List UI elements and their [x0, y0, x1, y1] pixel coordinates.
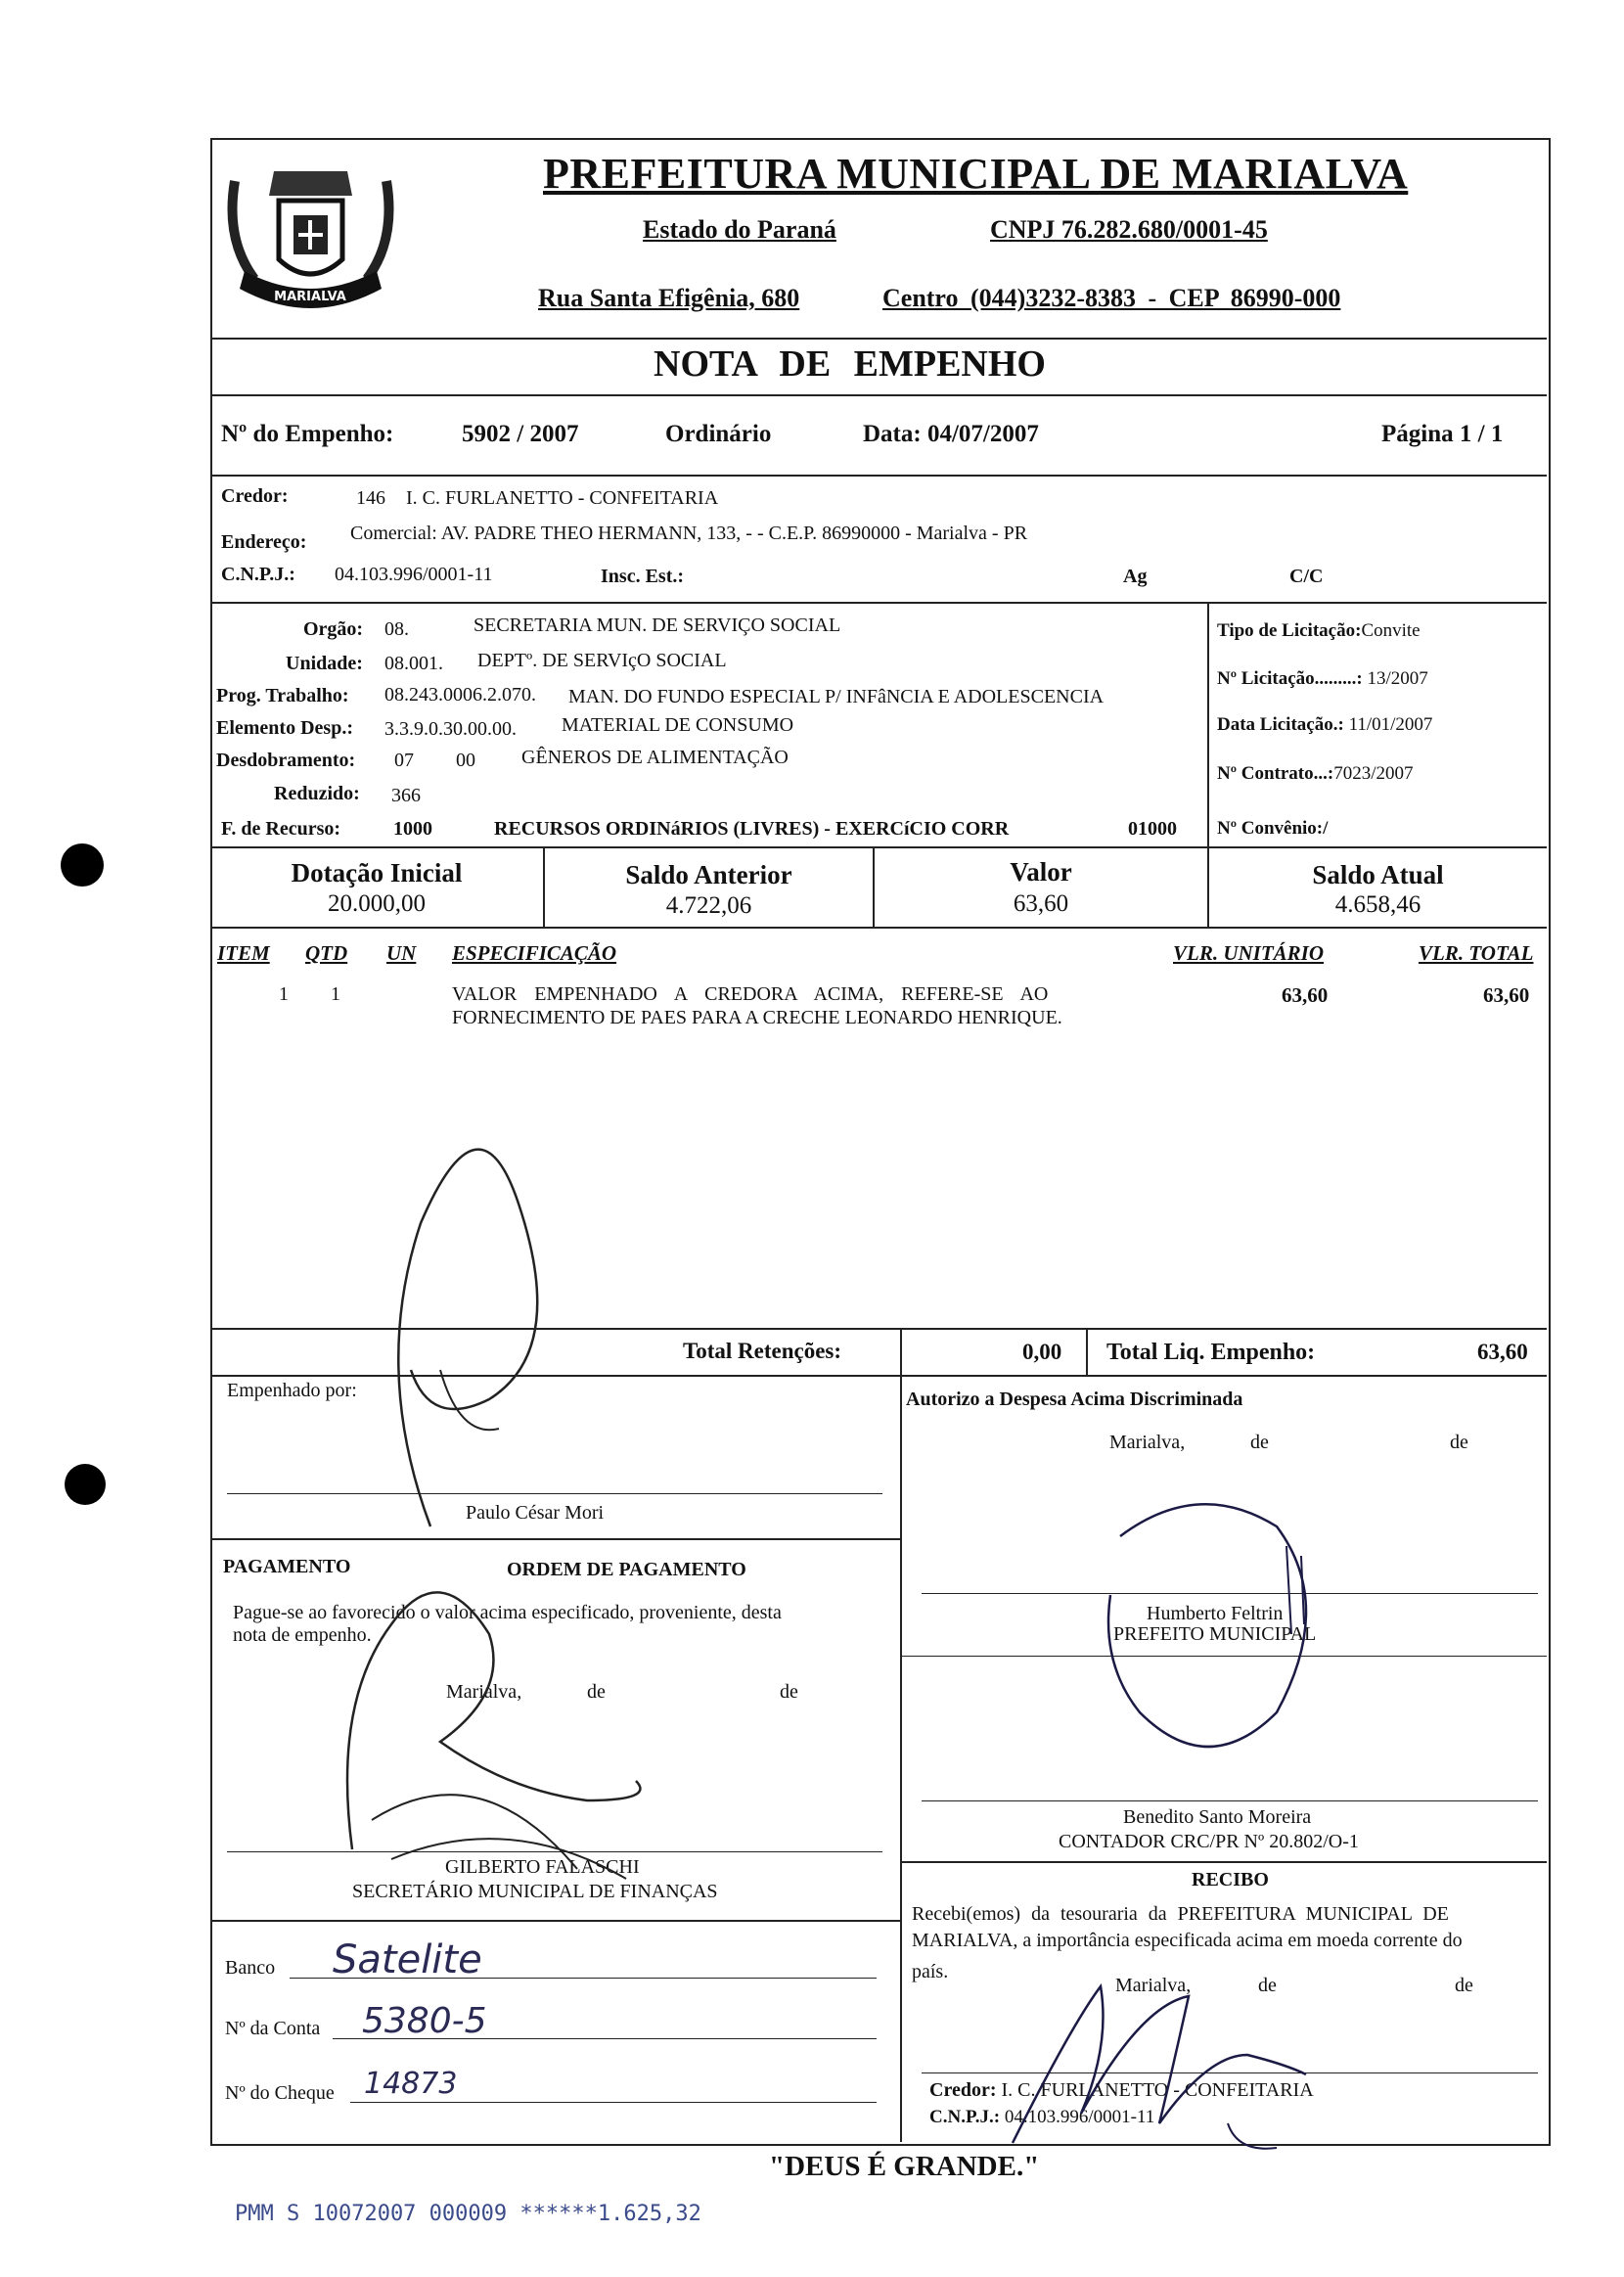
- punch-hole-top: [61, 843, 104, 887]
- empenhado-por-label: Empenhado por:: [227, 1380, 357, 1401]
- header-cnpj: CNPJ 76.282.680/0001-45: [990, 215, 1268, 244]
- prog-label: Prog. Trabalho:: [216, 685, 349, 706]
- unidade-label: Unidade:: [286, 653, 363, 674]
- prefeito-cargo: PREFEITO MUNICIPAL: [1113, 1623, 1317, 1645]
- pagamento-label: PAGAMENTO: [223, 1556, 351, 1577]
- desdobramento-a: 07: [394, 750, 414, 771]
- credor-label: Credor:: [221, 485, 289, 507]
- saldo-atual-label: Saldo Atual: [1312, 860, 1444, 889]
- autorizo-marialva: Marialva,: [1109, 1432, 1186, 1453]
- unidade-code: 08.001.: [384, 653, 443, 674]
- col-especificacao: ESPECIFICAÇÃO: [452, 941, 617, 965]
- recurso-desc: RECURSOS ORDINáRIOS (LIVRES) - EXERCíCIO CORR: [494, 818, 1010, 840]
- endereco-value: Comercial: AV. PADRE THEO HERMANN, 133, - - C.E.P. 86990000 - Marialva - PR: [350, 523, 1028, 544]
- credor-name: I. C. FURLANETTO - CONFEITARIA: [406, 487, 719, 509]
- licitacao-tipo-value: Convite: [1361, 620, 1421, 641]
- endereco-label: Endereço:: [221, 531, 307, 553]
- conta-value: 5380-5: [362, 2001, 487, 2041]
- svg-text:MARIALVA: MARIALVA: [274, 290, 346, 304]
- col-vlr-unitario: VLR. UNITÁRIO: [1173, 941, 1325, 965]
- desdobramento-label: Desdobramento:: [216, 750, 356, 771]
- doc-title: NOTA DE EMPENHO: [654, 343, 1046, 385]
- conta-label: Nº da Conta: [225, 2018, 321, 2039]
- recurso-code: 1000: [393, 818, 432, 840]
- recibo-credor-name: I. C. FURLANETTO - CONFEITARIA: [1001, 2079, 1314, 2101]
- licitacao-data-value: 11/01/2007: [1348, 714, 1433, 735]
- elemento-label: Elemento Desp.:: [216, 717, 353, 739]
- saldo-atual-value: 4.658,46: [1334, 891, 1421, 918]
- col-un: UN: [386, 941, 417, 965]
- credor-cnpj: 04.103.996/0001-11: [335, 564, 493, 585]
- punch-hole-bottom: [65, 1464, 106, 1505]
- item-total-value: 63,60: [1483, 983, 1530, 1007]
- empenho-date: Data: 04/07/2007: [863, 421, 1039, 447]
- contrato-value: 7023/2007: [1333, 763, 1414, 784]
- banco-value: Satelite: [333, 1937, 482, 1982]
- prog-code: 08.243.0006.2.070.: [384, 684, 536, 706]
- footer-motto: "DEUS É GRANDE.": [769, 2151, 1040, 2182]
- pague-line1: Pague-se ao favorecido o valor acima especificado, proveniente, desta: [233, 1602, 782, 1623]
- ordem-pagamento-label: ORDEM DE PAGAMENTO: [507, 1559, 746, 1580]
- col-qtd: QTD: [305, 941, 348, 965]
- empenho-page: Página 1 / 1: [1381, 421, 1504, 447]
- coat-of-arms-logo: [215, 142, 406, 328]
- cheque-value: 14873: [364, 2067, 458, 2101]
- contador-name: Benedito Santo Moreira: [1123, 1806, 1312, 1828]
- elemento-code: 3.3.9.0.30.00.00.: [384, 718, 517, 740]
- saldo-anterior-label: Saldo Anterior: [625, 860, 792, 889]
- licitacao-numero-label: Nº Licitação.........:: [1217, 668, 1363, 689]
- elemento-desc: MATERIAL DE CONSUMO: [562, 714, 794, 736]
- autorizo-label: Autorizo a Despesa Acima Discriminada: [906, 1389, 1243, 1410]
- contador-cargo: CONTADOR CRC/PR Nº 20.802/O-1: [1059, 1831, 1359, 1852]
- footer-stamp: PMM S 10072007 000009 ******1.625,32: [235, 2202, 701, 2226]
- pagamento-marialva: Marialva,: [446, 1681, 522, 1703]
- col-vlr-total: VLR. TOTAL: [1419, 941, 1534, 965]
- pagamento-de1: de: [587, 1681, 606, 1703]
- orgao-code: 08.: [384, 618, 409, 640]
- orgao-desc: SECRETARIA MUN. DE SERVIÇO SOCIAL: [474, 615, 841, 636]
- item-number: 1: [279, 983, 289, 1005]
- header-title: PREFEITURA MUNICIPAL DE MARIALVA: [543, 150, 1409, 198]
- item-unit-value: 63,60: [1282, 983, 1329, 1007]
- recibo-de1: de: [1258, 1975, 1277, 1996]
- credor-cnpj-label: C.N.P.J.:: [221, 564, 295, 585]
- licitacao-data-label: Data Licitação.:: [1217, 714, 1344, 735]
- recibo-line2: MARIALVA, a importância especificada acima em moeda corrente do: [912, 1930, 1463, 1951]
- total-liquido-label: Total Liq. Empenho:: [1106, 1340, 1316, 1365]
- recibo-marialva: Marialva,: [1115, 1975, 1192, 1996]
- cc-label: C/C: [1289, 566, 1324, 587]
- col-item: ITEM: [217, 941, 270, 965]
- desdobramento-b: 00: [456, 750, 475, 771]
- recibo-de2: de: [1455, 1975, 1473, 1996]
- recurso-suffix: 01000: [1128, 818, 1177, 840]
- autorizo-de2: de: [1450, 1432, 1468, 1453]
- recibo-line3: país.: [912, 1961, 949, 1982]
- licitacao-tipo-label: Tipo de Licitação:: [1217, 620, 1362, 641]
- dotacao-value: 20.000,00: [328, 890, 426, 917]
- prog-desc: MAN. DO FUNDO ESPECIAL P/ INFâNCIA E ADOLESCENCIA: [568, 686, 1105, 707]
- recurso-label: F. de Recurso:: [221, 818, 341, 840]
- orgao-label: Orgão:: [303, 618, 364, 640]
- header-contact: Centro (044)3232-8383 - CEP 86990-000: [882, 284, 1341, 312]
- total-retencoes-value: 0,00: [1022, 1340, 1062, 1364]
- header-state: Estado do Paraná: [643, 215, 836, 244]
- recibo-title: RECIBO: [1192, 1869, 1269, 1890]
- insc-est-label: Insc. Est.:: [601, 566, 685, 587]
- empenho-number-label: Nº do Empenho:: [221, 421, 394, 447]
- item-qtd: 1: [331, 983, 340, 1005]
- ag-label: Ag: [1123, 566, 1148, 587]
- pagamento-de2: de: [780, 1681, 798, 1703]
- recibo-cnpj-label: C.N.P.J.:: [929, 2107, 1001, 2127]
- empenho-type: Ordinário: [665, 421, 772, 447]
- empenhado-por-name: Paulo César Mori: [466, 1502, 605, 1524]
- recibo-line1: Recebi(emos) da tesouraria da PREFEITURA MUNICIPAL DE: [912, 1903, 1449, 1925]
- cheque-label: Nº do Cheque: [225, 2082, 335, 2104]
- item-desc-line1: VALOR EMPENHADO A CREDORA ACIMA, REFERE-SE AO: [452, 983, 1049, 1005]
- convenio-label: Nº Convênio:/: [1217, 818, 1329, 839]
- valor-label: Valor: [1010, 857, 1072, 887]
- contrato-label: Nº Contrato...:: [1217, 763, 1334, 784]
- credor-code: 146: [356, 487, 385, 509]
- reduzido-value: 366: [391, 785, 421, 806]
- secretario-name: GILBERTO FALASCHI: [445, 1856, 640, 1878]
- banco-label: Banco: [225, 1957, 276, 1979]
- dotacao-label: Dotação Inicial: [291, 858, 463, 888]
- total-retencoes-label: Total Retenções:: [683, 1339, 842, 1363]
- autorizo-de1: de: [1250, 1432, 1269, 1453]
- recibo-credor-label: Credor:: [929, 2079, 997, 2101]
- desdobramento-desc: GÊNEROS DE ALIMENTAÇÃO: [521, 747, 789, 768]
- licitacao-numero-value: 13/2007: [1367, 668, 1428, 689]
- secretario-cargo: SECRETÁRIO MUNICIPAL DE FINANÇAS: [352, 1881, 718, 1902]
- header-street: Rua Santa Efigênia, 680: [538, 284, 800, 312]
- valor-value: 63,60: [1013, 890, 1069, 917]
- recibo-cnpj-value: 04.103.996/0001-11: [1004, 2107, 1155, 2127]
- reduzido-label: Reduzido:: [274, 783, 360, 804]
- item-desc-line2: FORNECIMENTO DE PAES PARA A CRECHE LEONARDO HENRIQUE.: [452, 1007, 1062, 1028]
- pague-line2: nota de empenho.: [233, 1624, 372, 1646]
- saldo-anterior-value: 4.722,06: [665, 892, 752, 919]
- empenho-number: 5902 / 2007: [462, 421, 579, 447]
- total-liquido-value: 63,60: [1477, 1340, 1528, 1364]
- prefeito-name: Humberto Feltrin: [1147, 1603, 1284, 1624]
- unidade-desc: DEPTº. DE SERVIçO SOCIAL: [477, 650, 727, 671]
